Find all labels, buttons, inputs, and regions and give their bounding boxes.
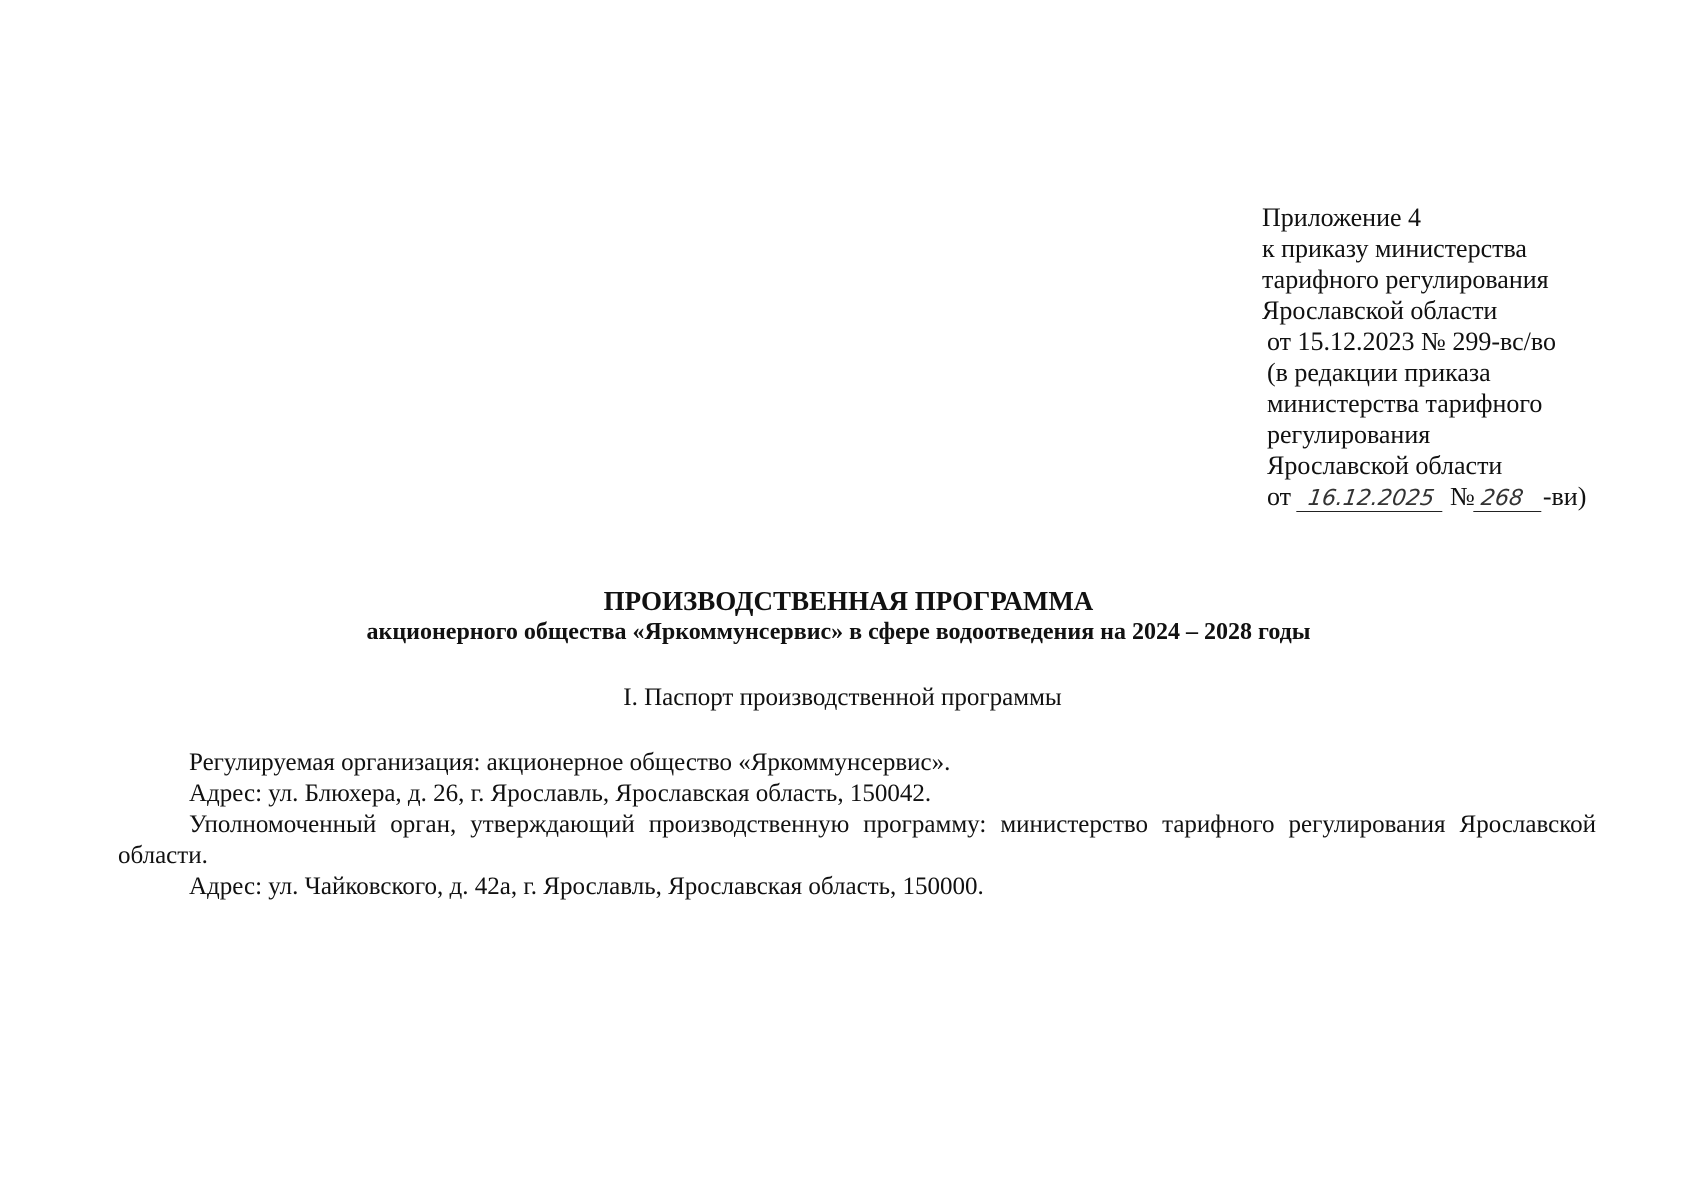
authorized-body: Уполномоченный орган, утверждающий производственную программу: министерство тарифного регулирования Ярославской области. bbox=[118, 811, 1596, 869]
appendix-order-date: от 15.12.2023 № 299-вс/во bbox=[1267, 327, 1556, 356]
section-heading: I. Паспорт производственной программы bbox=[623, 684, 1062, 711]
number-sign: № bbox=[1450, 482, 1475, 511]
passport-body bbox=[118, 747, 1596, 902]
handwritten-date: 16.12.2025 bbox=[1296, 487, 1446, 512]
appendix-line: (в редакции приказа bbox=[1267, 358, 1491, 387]
appendix-block bbox=[1262, 202, 1662, 512]
document-subtitle: акционерного общества «Яркоммунсервис» в сфере водоотведения на 2024 – 2028 годы bbox=[366, 619, 1311, 645]
appendix-line: Ярославской области bbox=[1262, 296, 1498, 325]
authorized-body-address: Адрес: ул. Чайковского, д. 42а, г. Ярославль, Ярославская область, 150000. bbox=[189, 873, 984, 900]
document-title: ПРОИЗВОДСТВЕННАЯ ПРОГРАММА bbox=[603, 586, 1094, 616]
regulated-organization: Регулируемая организация: акционерное общество «Яркоммунсервис». bbox=[189, 749, 951, 776]
appendix-line: к приказу министерства bbox=[1262, 234, 1527, 263]
appendix-line: тарифного регулирования bbox=[1262, 265, 1549, 294]
amendment-suffix: -ви) bbox=[1542, 482, 1587, 511]
organization-address: Адрес: ул. Блюхера, д. 26, г. Ярославль, Ярославская область, 150042. bbox=[189, 780, 932, 807]
appendix-line: Ярославской области bbox=[1267, 451, 1503, 480]
amendment-prefix: от bbox=[1267, 482, 1292, 511]
appendix-line: регулирования bbox=[1267, 420, 1431, 449]
appendix-line: министерства тарифного bbox=[1267, 389, 1543, 418]
handwritten-number: 268 bbox=[1473, 487, 1545, 512]
amendment-line bbox=[1262, 481, 1662, 512]
appendix-line: Приложение 4 bbox=[1262, 203, 1422, 232]
